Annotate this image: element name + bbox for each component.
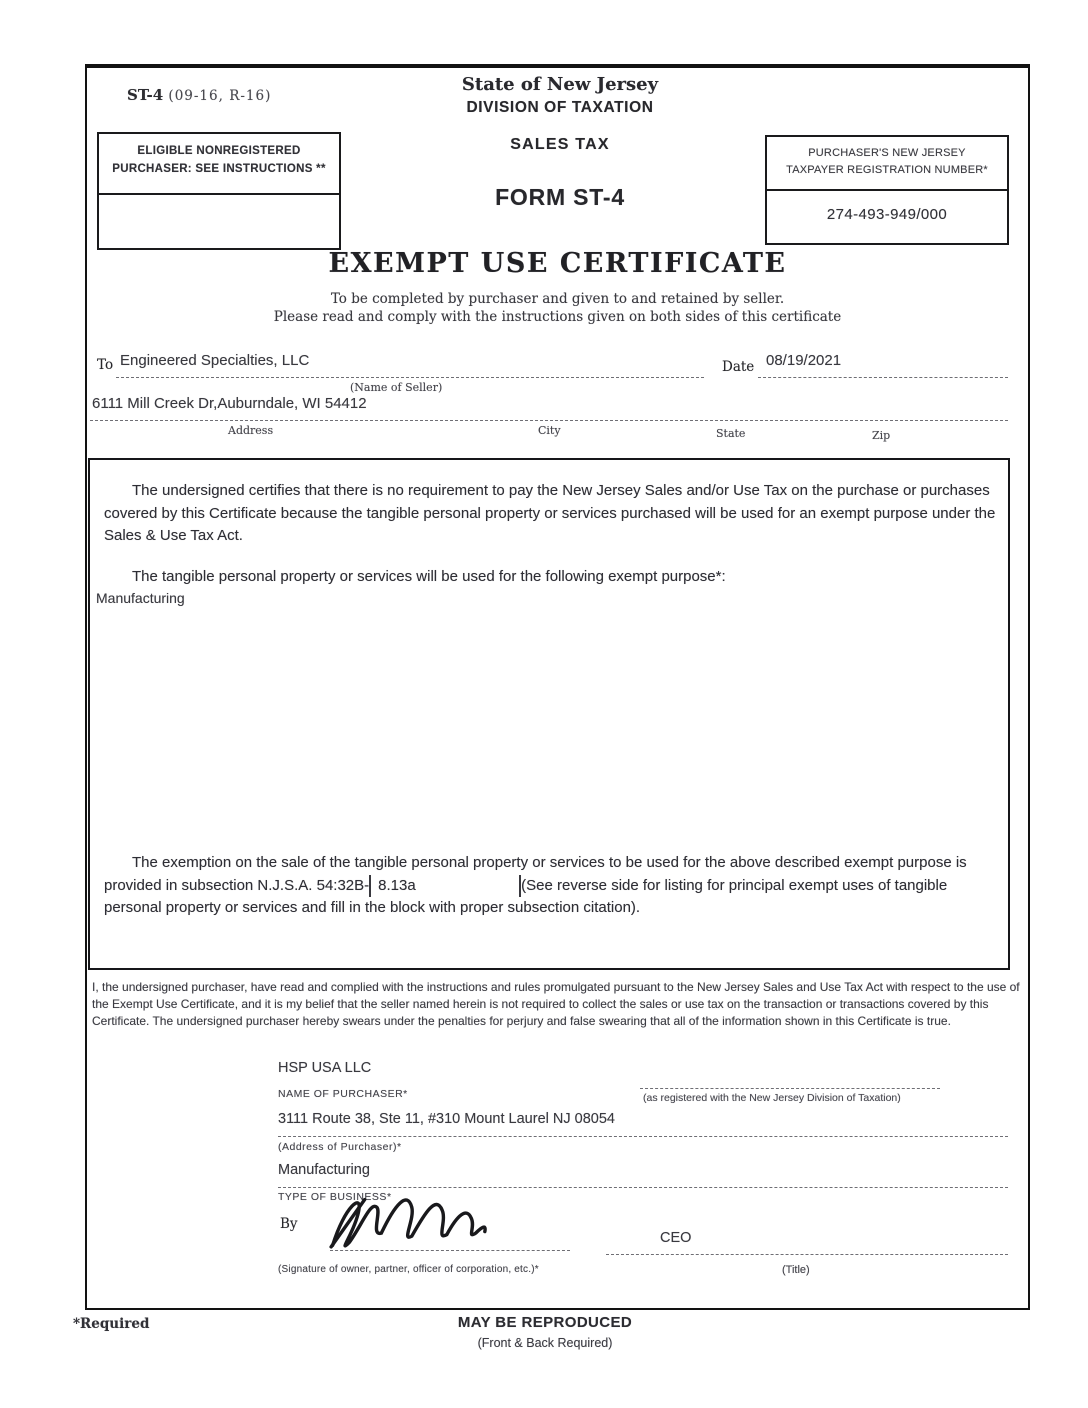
state-label: State xyxy=(716,427,746,440)
seller-address-value: 6111 Mill Creek Dr,Auburndale, WI 54412 xyxy=(92,395,367,412)
registration-number-label xyxy=(767,137,1007,191)
subsection-citation-block xyxy=(369,875,521,898)
registration-number-box xyxy=(765,135,1009,245)
certification-box xyxy=(88,458,1010,970)
address-label: Address xyxy=(228,424,274,437)
title-value: CEO xyxy=(660,1230,692,1246)
certificate-title: EXEMPT USE CERTIFICATE xyxy=(328,248,787,279)
exempt-purpose-value: Manufacturing xyxy=(96,590,185,606)
to-label: To xyxy=(97,357,114,373)
required-footnote: *Required xyxy=(73,1316,150,1332)
registered-note: (as registered with the New Jersey Division of Taxation) xyxy=(643,1092,901,1104)
reg-label-line1: PURCHASER'S NEW JERSEY xyxy=(808,147,966,159)
division-name: DIVISION OF TAXATION xyxy=(466,99,654,116)
paragraph3-before: The exemption on the sale of the tangible personal property or services to be used for the above described exempt purpose is provided in subsection N.J.S.A. 54:32B- xyxy=(104,854,967,894)
date-value: 08/19/2021 xyxy=(766,352,842,369)
subsection-citation-value: 8.13a xyxy=(378,876,416,894)
purchaser-address-value: 3111 Route 38, Ste 11, #310 Mount Laurel NJ 08054 xyxy=(278,1111,615,1127)
title-line xyxy=(606,1254,1008,1255)
registered-note-line xyxy=(640,1088,940,1089)
eligible-line2: PURCHASER: SEE INSTRUCTIONS ** xyxy=(112,162,326,175)
paragraph3-after: (See reverse side for listing for principal exempt uses of tangible personal property or services and fill in the block with proper subsection citation). xyxy=(104,876,948,916)
may-be-reproduced: MAY BE REPRODUCED xyxy=(457,1314,633,1331)
eligible-line1: ELIGIBLE NONREGISTERED xyxy=(137,145,301,157)
purchaser-address-line xyxy=(278,1136,1008,1137)
seller-address-line xyxy=(90,420,1008,421)
purchaser-name-value: HSP USA LLC xyxy=(278,1060,372,1076)
affirmation-paragraph: I, the undersigned purchaser, have read and complied with the instructions and rules promulgated pursuant to the New Jersey Sales and Use Tax Act with respect to the use of the Exempt Use Certificate, and it is my belief that the seller named herein is not required to collect the sales or use tax on the transaction or transactions covered by this Certificate. The undersigned purchaser hereby swears under the penalties for perjury and false swearing that all of the information shown in this Certificate is true. xyxy=(92,980,1020,1029)
title-label: (Title) xyxy=(782,1264,810,1276)
reg-label-line2: TAXPAYER REGISTRATION NUMBER* xyxy=(786,163,988,176)
subtitle-line1: To be completed by purchaser and given to and retained by seller. xyxy=(330,291,785,307)
zip-label: Zip xyxy=(872,429,891,442)
business-type-value: Manufacturing xyxy=(278,1162,370,1178)
front-back-required: (Front & Back Required) xyxy=(477,1336,613,1350)
tax-type: SALES TAX xyxy=(510,136,610,153)
registration-number-value: 274-493-949/000 xyxy=(826,206,948,223)
certification-paragraph-1: The undersigned certifies that there is no requirement to pay the New Jersey Sales and/or Use Tax on the purchase or purchases covered by this Certificate because the tangible personal property or services purchased will be used for an exempt purpose under the Sales & Use Tax Act. xyxy=(104,482,996,544)
name-of-seller-label: (Name of Seller) xyxy=(350,381,443,394)
form-code-text: ST-4 xyxy=(127,86,164,104)
state-name: State of New Jersey xyxy=(461,74,659,95)
form-name: FORM ST-4 xyxy=(495,184,625,210)
by-label: By xyxy=(280,1216,298,1232)
business-type-label: TYPE OF BUSINESS* xyxy=(278,1191,392,1203)
form-code xyxy=(127,86,271,104)
form-revision: (09-16, R-16) xyxy=(168,88,272,104)
certification-paragraph-2: The tangible personal property or services will be used for the following exempt purpose*: xyxy=(132,568,726,585)
signature-line xyxy=(330,1250,570,1251)
date-label: Date xyxy=(722,359,755,375)
purchaser-address-label: (Address of Purchaser)* xyxy=(278,1141,402,1153)
signature-label: (Signature of owner, partner, officer of corporation, etc.)* xyxy=(278,1264,539,1275)
certification-paragraph-3 xyxy=(104,852,996,920)
city-label: City xyxy=(538,424,561,437)
date-line xyxy=(758,377,1008,378)
subtitle-line2: Please read and comply with the instructions given on both sides of this certificate xyxy=(273,309,842,325)
seller-name-line xyxy=(116,377,704,378)
purchaser-name-label: NAME OF PURCHASER* xyxy=(278,1088,408,1100)
seller-name-value: Engineered Specialties, LLC xyxy=(120,352,310,369)
